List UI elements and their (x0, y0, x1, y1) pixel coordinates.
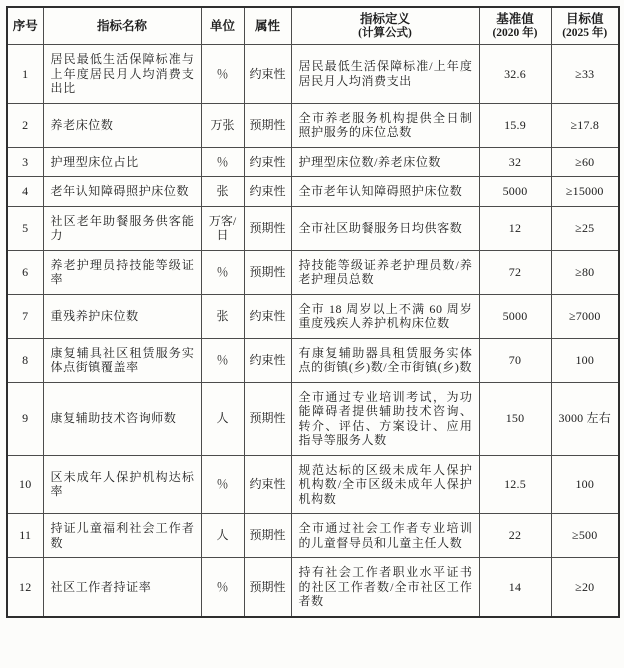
cell-index: 7 (7, 294, 43, 338)
cell-definition: 有康复辅助器具租赁服务实体点的街镇(乡)数/全市街镇(乡)数 (291, 338, 479, 382)
cell-indicator-name: 居民最低生活保障标准与上年度居民月人均消费支出比 (43, 45, 201, 104)
cell-baseline-value: 150 (479, 382, 551, 455)
cell-attribute: 预期性 (244, 558, 291, 617)
cell-definition: 居民最低生活保障标准/上年度居民月人均消费支出 (291, 45, 479, 104)
cell-unit: 人 (201, 514, 244, 558)
cell-attribute: 约束性 (244, 294, 291, 338)
column-header (201, 7, 244, 45)
cell-indicator-name: 康复辅助技术咨询师数 (43, 382, 201, 455)
cell-indicator-name: 持证儿童福利社会工作者数 (43, 514, 201, 558)
cell-attribute: 约束性 (244, 177, 291, 207)
cell-definition: 规范达标的区级未成年人保护机构数/全市区级未成年人保护机构数 (291, 455, 479, 514)
column-header-label: 属性 (254, 19, 280, 33)
cell-unit: ％ (201, 45, 244, 104)
cell-target-value: ≥60 (551, 147, 619, 177)
cell-target-value: ≥33 (551, 45, 619, 104)
cell-baseline-value: 70 (479, 338, 551, 382)
cell-index: 11 (7, 514, 43, 558)
table-row (7, 338, 619, 382)
cell-attribute: 预期性 (244, 250, 291, 294)
column-header (551, 7, 619, 45)
cell-unit: 人 (201, 382, 244, 455)
column-header (244, 7, 291, 45)
cell-attribute: 约束性 (244, 338, 291, 382)
cell-attribute: 预期性 (244, 382, 291, 455)
cell-baseline-value: 5000 (479, 294, 551, 338)
cell-unit: ％ (201, 558, 244, 617)
cell-definition: 全市社区助餐服务日均供客数 (291, 206, 479, 250)
table-row (7, 514, 619, 558)
cell-unit: ％ (201, 147, 244, 177)
table-row (7, 558, 619, 617)
table-row (7, 250, 619, 294)
table-row (7, 382, 619, 455)
cell-indicator-name: 社区工作者持证率 (43, 558, 201, 617)
indicators-table (6, 6, 620, 618)
column-header-label: 基准值 (496, 12, 534, 26)
cell-index: 5 (7, 206, 43, 250)
column-header-label: 指标定义 (359, 12, 410, 26)
column-header-label: 单位 (209, 19, 235, 33)
cell-baseline-value: 32.6 (479, 45, 551, 104)
cell-target-value: ≥25 (551, 206, 619, 250)
cell-attribute: 约束性 (244, 147, 291, 177)
cell-indicator-name: 老年认知障碍照护床位数 (43, 177, 201, 207)
table-row (7, 177, 619, 207)
cell-target-value: ≥80 (551, 250, 619, 294)
column-header-subline: (2020 年) (492, 27, 538, 39)
column-header-label: 目标值 (565, 12, 604, 26)
table-row (7, 294, 619, 338)
cell-attribute: 预期性 (244, 206, 291, 250)
table-header (7, 7, 619, 45)
cell-baseline-value: 72 (479, 250, 551, 294)
cell-definition: 全市养老服务机构提供全日制照护服务的床位总数 (291, 103, 479, 147)
cell-index: 6 (7, 250, 43, 294)
cell-indicator-name: 康复辅具社区租赁服务实体点街镇覆盖率 (43, 338, 201, 382)
cell-unit: ％ (201, 455, 244, 514)
cell-target-value: ≥500 (551, 514, 619, 558)
column-header (479, 7, 551, 45)
cell-indicator-name: 养老床位数 (43, 103, 201, 147)
table-row (7, 147, 619, 177)
cell-unit: 万张 (201, 103, 244, 147)
cell-target-value: 3000 左右 (551, 382, 619, 455)
column-header-label: 指标名称 (96, 19, 147, 33)
column-header (43, 7, 201, 45)
cell-unit: ％ (201, 338, 244, 382)
cell-attribute: 预期性 (244, 103, 291, 147)
column-header-subline: (2025 年) (562, 27, 608, 39)
cell-unit: 张 (201, 177, 244, 207)
table-row (7, 206, 619, 250)
cell-indicator-name: 重残养护床位数 (43, 294, 201, 338)
column-header (291, 7, 479, 45)
cell-index: 3 (7, 147, 43, 177)
table-body (7, 45, 619, 617)
cell-definition: 持有社会工作者职业水平证书的社区工作者数/全市社区工作者数 (291, 558, 479, 617)
cell-index: 8 (7, 338, 43, 382)
cell-unit: ％ (201, 250, 244, 294)
cell-baseline-value: 5000 (479, 177, 551, 207)
cell-baseline-value: 15.9 (479, 103, 551, 147)
cell-definition: 全市老年认知障碍照护床位数 (291, 177, 479, 207)
cell-definition: 持技能等级证养老护理员数/养老护理员总数 (291, 250, 479, 294)
cell-definition: 护理型床位数/养老床位数 (291, 147, 479, 177)
cell-baseline-value: 12.5 (479, 455, 551, 514)
cell-target-value: ≥20 (551, 558, 619, 617)
cell-target-value: 100 (551, 455, 619, 514)
cell-indicator-name: 社区老年助餐服务供客能力 (43, 206, 201, 250)
table-row (7, 103, 619, 147)
cell-attribute: 约束性 (244, 45, 291, 104)
cell-baseline-value: 12 (479, 206, 551, 250)
cell-baseline-value: 22 (479, 514, 551, 558)
cell-definition: 全市通过社会工作者专业培训的儿童督导员和儿童主任人数 (291, 514, 479, 558)
cell-index: 2 (7, 103, 43, 147)
cell-target-value: 100 (551, 338, 619, 382)
table-row (7, 45, 619, 104)
cell-definition: 全市通过专业培训考试，为功能障碍者提供辅助技术咨询、转介、评估、方案设计、应用指导等服务人数 (291, 382, 479, 455)
table-row (7, 455, 619, 514)
cell-target-value: ≥15000 (551, 177, 619, 207)
column-header (7, 7, 43, 45)
cell-unit: 张 (201, 294, 244, 338)
cell-index: 4 (7, 177, 43, 207)
column-header-subline: (计算公式) (358, 27, 412, 39)
cell-indicator-name: 护理型床位占比 (43, 147, 201, 177)
cell-definition: 全市 18 周岁以上不满 60 周岁重度残疾人养护机构床位数 (291, 294, 479, 338)
cell-index: 1 (7, 45, 43, 104)
cell-index: 12 (7, 558, 43, 617)
cell-target-value: ≥17.8 (551, 103, 619, 147)
cell-unit: 万客/日 (201, 206, 244, 250)
cell-attribute: 约束性 (244, 455, 291, 514)
cell-baseline-value: 32 (479, 147, 551, 177)
header-row (7, 7, 619, 45)
cell-indicator-name: 区未成年人保护机构达标率 (43, 455, 201, 514)
cell-indicator-name: 养老护理员持技能等级证率 (43, 250, 201, 294)
cell-baseline-value: 14 (479, 558, 551, 617)
cell-index: 10 (7, 455, 43, 514)
cell-index: 9 (7, 382, 43, 455)
column-header-label: 序号 (12, 19, 38, 33)
cell-target-value: ≥7000 (551, 294, 619, 338)
cell-attribute: 预期性 (244, 514, 291, 558)
